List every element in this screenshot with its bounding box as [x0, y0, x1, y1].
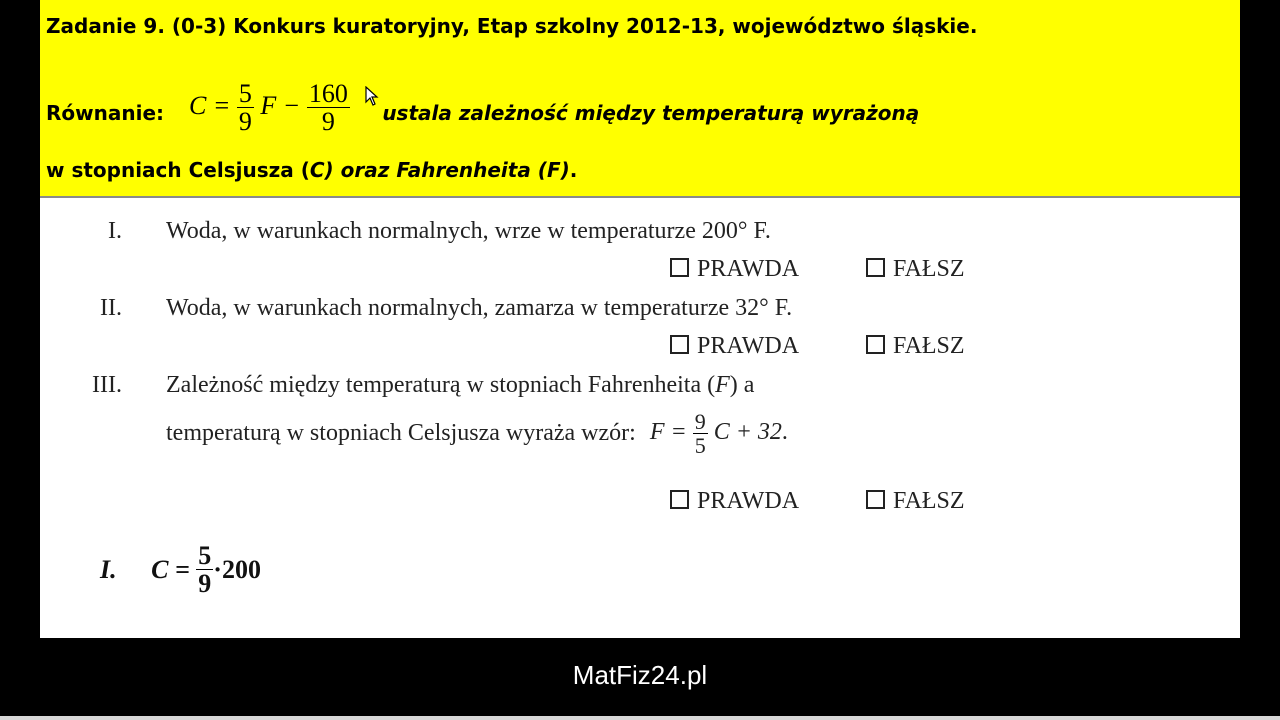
solution-fraction: $\frac{5}{9}$: [198, 541, 212, 599]
fraction-2-denominator: 9: [321, 107, 335, 137]
statement-3-true-option[interactable]: PRAWDA: [670, 488, 799, 515]
statement-3-formula: F = $\frac{9}{5}$ C + 32.: [649, 409, 788, 459]
fraction-2-numerator: 160: [308, 79, 348, 108]
equation-lhs: C =: [188, 90, 231, 120]
statement-2-numeral: II.: [100, 295, 122, 321]
line3-part-a: w stopniach Celsjusza (: [46, 158, 310, 182]
statement-2-text: Woda, w warunkach normalnych, zamarza w temperaturze 32° F.: [166, 295, 793, 321]
line3-part-b: ) oraz Fahrenheita (F): [324, 158, 570, 182]
task-title: Zadanie 9. (0-3) Konkurs kuratoryjny, Etap szkolny 2012-13, województwo śląskie.: [46, 14, 978, 38]
statement-1-true-option[interactable]: PRAWDA: [670, 256, 799, 283]
statement-3-text: Zależność między temperaturą w stopniach Fahrenheita (F) a: [166, 372, 755, 398]
bottom-bar: [0, 716, 1280, 720]
header-line-3: [46, 158, 577, 182]
solution-rhs: ·200: [213, 554, 261, 584]
equation-label: Równanie:: [46, 100, 165, 125]
solution-lhs: C =: [151, 554, 190, 584]
checkbox[interactable]: [670, 490, 689, 509]
statement-2-false-option[interactable]: FAŁSZ: [866, 333, 965, 360]
fahrenheit-var: F: [715, 372, 730, 398]
checkbox[interactable]: [866, 490, 885, 509]
statement-1-numeral: I.: [108, 218, 122, 244]
statement-2-true-option[interactable]: PRAWDA: [670, 333, 799, 360]
fraction-1-denominator: 9: [238, 107, 252, 137]
statement-1-text: Woda, w warunkach normalnych, wrze w temperaturze 200° F.: [166, 218, 771, 244]
document-page: [40, 0, 1240, 638]
checkbox[interactable]: [670, 335, 689, 354]
formula-fraction: $\frac{9}{5}$: [694, 409, 706, 459]
mouse-cursor-icon: [365, 86, 379, 106]
solution-line: [100, 542, 261, 598]
fraction-1-numerator: 5: [238, 79, 252, 108]
equation-line: [46, 79, 920, 142]
checkbox[interactable]: [670, 258, 689, 277]
equation-fraction-1: [237, 80, 254, 136]
equation: [188, 79, 356, 137]
solution-numeral: I.: [100, 554, 117, 584]
checkbox[interactable]: [866, 258, 885, 277]
statement-3-false-option[interactable]: FAŁSZ: [866, 488, 965, 515]
statement-3-numeral: III.: [92, 372, 122, 398]
equation-mid: F −: [260, 90, 301, 120]
statement-3-text-line2: temperaturą w stopniach Celsjusza wyraża wzór: F = $\frac{9}{5}$ C + 32.: [166, 409, 788, 459]
footer-brand: MatFiz24.pl: [572, 660, 708, 690]
checkbox[interactable]: [866, 335, 885, 354]
line3-celsius-var: C: [309, 158, 325, 182]
line3-dot: .: [569, 158, 578, 182]
statement-1-false-option[interactable]: FAŁSZ: [866, 256, 965, 283]
equation-description: ustala zależność między temperaturą wyrażoną: [382, 100, 920, 125]
task-header: [40, 0, 1240, 198]
equation-fraction-2: [307, 80, 350, 136]
